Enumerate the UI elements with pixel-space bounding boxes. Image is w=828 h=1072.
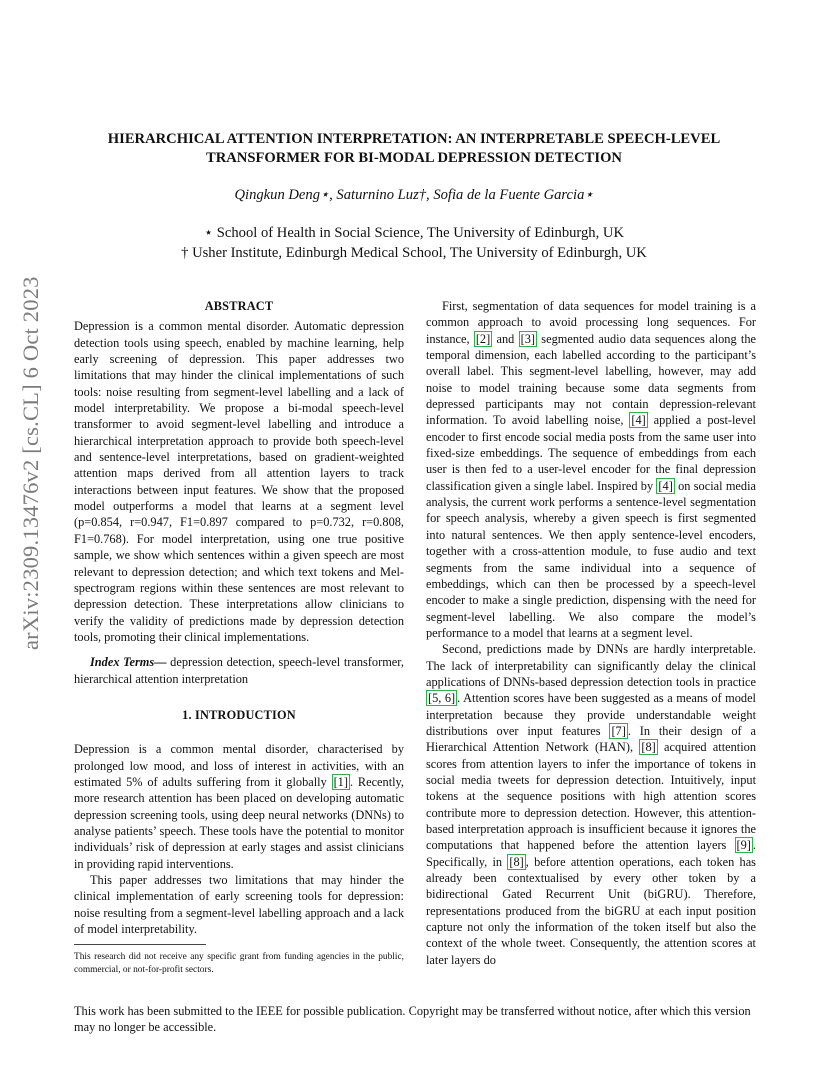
index-terms-text: depression detection, speech-level transformer, hierarchical attention interpretation: [74, 655, 404, 686]
arxiv-identifier: arXiv:2309.13476v2 [cs.CL] 6 Oct 2023: [18, 276, 43, 650]
title-line-1: HIERARCHICAL ATTENTION INTERPRETATION: AN INTERPRETABLE SPEECH-LEVEL: [107, 131, 721, 147]
rp2-c: . In their design of a Hierarchical Attention Network (HAN),: [426, 723, 756, 755]
citation-2[interactable]: [2]: [475, 331, 491, 346]
authors: Qingkun Deng⋆, Saturnino Luz†, Sofia de la Fuente Garcia⋆: [234, 187, 594, 203]
rp2-e: . Specifically, in: [426, 838, 756, 869]
footnote: This research did not receive any specific grant from funding agencies in the public, commercial, or not-for-profit sectors.: [74, 952, 404, 975]
citation-7[interactable]: [7]: [611, 723, 626, 738]
index-terms-label: Index Terms—: [90, 655, 167, 670]
right-paragraph-1: [426, 298, 756, 641]
rp2-d: acquired attention scores from attention layers to infer the importance of tokens in social media tweets for depression detection. Intuitively, input tokens at the sequence positions with high attention scores contribute more to depression detection. However, this attention-based interpretation approach is insufficient because it ignores the computations that happened before the attention layers: [426, 740, 756, 853]
abstract-text: Depression is a common mental disorder. Automatic depression detection tools using speech, enabled by machine learning, help early screening of depression. This paper addresses two limitations that may hinder the clinical implementations of such tools: noise resulting from segment-level labelling and a lack of model interpretability. We propose a bi-modal speech-level transformer to avoid segment-level labelling and introduce a hierarchical interpretation approach to provide both speech-level and sentence-level interpretations, based on gradient-weighted attention maps derived from all attention layers to track interactions between input features. We show that the proposed model outperforms a model that learns at a segment level (p=0.854, r=0.947, F1=0.897 compared to p=0.732, r=0.808, F1=0.768). For model interpretation, using one true positive sample, we show which sentences within a given speech are most relevant to depression detection; and which text tokens and Mel-spectrogram regions within these sentences are most relevant to depression detection. These interpretations allow clinicians to verify the validity of predictions made by depression detection tools, promoting their clinical implementations.: [74, 319, 404, 644]
citation-8[interactable]: [8]: [641, 740, 656, 755]
intro-paragraph-2: This paper addresses two limitations that may hinder the clinical implementation of early screening tools for depression: noise resulting from a segment-level labelling approach and a lack of model interpretability.: [74, 873, 404, 937]
left-column: [74, 298, 404, 976]
index-terms: [74, 654, 404, 687]
rp2-a: Second, predictions made by DNNs are hardly interpretable. The lack of interpretability can significantly delay the clinical applications of DNNs-based depression detection tools in practice: [426, 642, 756, 689]
submission-note: This work has been submitted to the IEEE for possible publication. Copyright may be transferred without notice, after which this version may no longer be accessible.: [74, 1004, 751, 1035]
citation-4b[interactable]: [4]: [658, 478, 673, 493]
rp1-e: on social media analysis, the current work performs a sentence-level segmentation for speech analysis, whereby a given speech is first segmented into natural sentences. We then apply sentence-level encoders, together with a cross-attention module, to fuse audio and text segments from the same individual into a sequence of embeddings, which can then be processed by a speech-level encoder to make a single prediction, dispensing with the need for segment-level labelling. We also compare the model’s performance to a model that learns at a segment level.: [426, 478, 756, 640]
intro-paragraph-1: [74, 741, 404, 872]
citation-3[interactable]: [3]: [520, 331, 536, 346]
paper-title: [70, 130, 758, 168]
affiliation-1: ⋆ School of Health in Social Science, The University of Edinburgh, UK: [204, 225, 624, 241]
rp2-f: , before attention operations, each token has already been contextualised by every other token by a bidirectional Gated Recurrent Unit (biGRU). Therefore, representations produced from the biGRU at each input position capture not only the information of the token itself but also the context of the whole tweet. Consequently, the attention scores at later layers do: [426, 854, 756, 967]
rp1-c: segmented audio data sequences along the temporal dimension, each labelled according to the participant’s overall label. This segment-level labelling, however, may add noise to model training because some data segments from depressed participants may not contain depression-relevant information. To avoid labelling noise,: [426, 331, 756, 428]
footnote-rule: [74, 944, 206, 945]
citation-5-6[interactable]: [5, 6]: [428, 691, 456, 706]
intro-p1-text-b: . Recently, more research attention has been placed on developing automatic depression screening tools, using deep neural networks (DNNs) to analyse patients’ speech. These tools have the potential to monitor individuals’ risk of depression at early stages and assist clinicians in providing rapid interventions.: [74, 774, 405, 871]
right-column: [426, 298, 756, 968]
rp1-b: and: [492, 331, 519, 346]
citation-9[interactable]: [9]: [736, 838, 751, 853]
citation-8b[interactable]: [8]: [509, 854, 524, 869]
rp1-a: First, segmentation of data sequences for model training is a common approach to avoid processing long sequences. For instance,: [426, 299, 756, 346]
title-line-2: TRANSFORMER FOR BI-MODAL DEPRESSION DETECTION: [206, 150, 622, 166]
rp1-d: applied a post-level encoder to first encode social media posts from the same user into fixed-size embeddings. The sequence of embeddings from each user is then fed to a user-level encoder for the final depression classification given a single label. Inspired by: [426, 413, 756, 493]
citation-1[interactable]: [1]: [333, 774, 348, 789]
intro-p1-text-a: Depression is a common mental disorder, characterised by prolonged low mood, and loss of interest in activities, with an estimated 5% of adults suffering from it globally: [74, 742, 404, 789]
affiliation-2: † Usher Institute, Edinburgh Medical School, The University of Edinburgh, UK: [181, 245, 647, 261]
citation-4[interactable]: [4]: [631, 413, 646, 428]
rp2-b: . Attention scores have been suggested as a means of model interpretation because they provide understandable weight distributions over input features: [426, 691, 756, 738]
right-paragraph-2: [426, 641, 756, 968]
intro-heading: 1. INTRODUCTION: [182, 707, 296, 722]
abstract-heading: ABSTRACT: [204, 299, 274, 313]
